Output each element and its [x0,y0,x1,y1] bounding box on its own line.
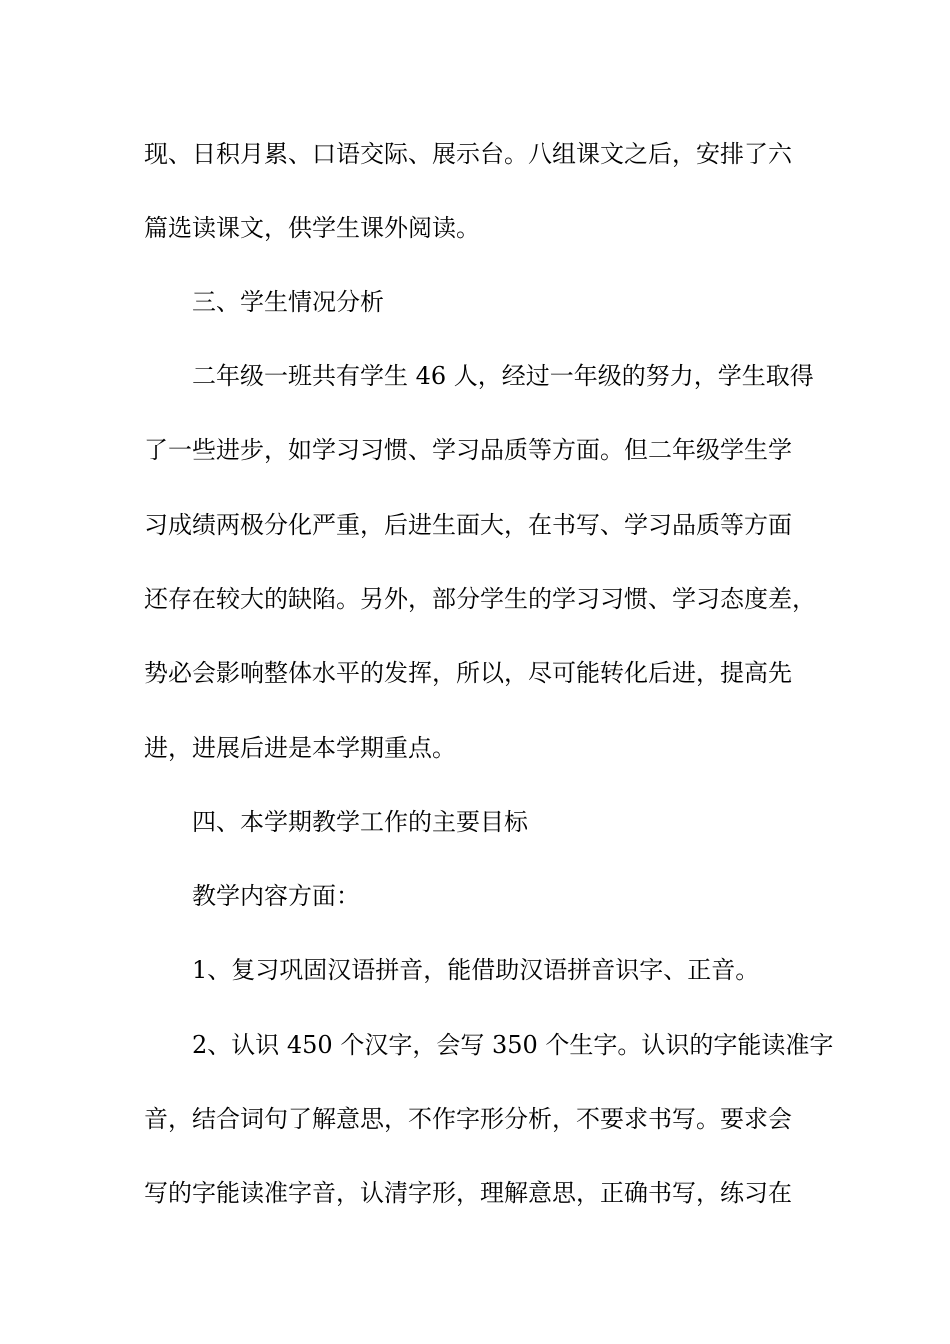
text-line: 进，进展后进是本学期重点。 [144,734,456,762]
text-line: 了一些进步，如学习习惯、学习品质等方面。但二年级学生学 [144,436,792,464]
text-line: 音，结合词句了解意思，不作字形分析，不要求书写。要求会 [144,1105,792,1133]
text-line: 还存在较大的缺陷。另外，部分学生的学习习惯、学习态度差， [144,585,816,613]
subheading: 教学内容方面： [192,882,360,910]
section-heading: 四、本学期教学工作的主要目标 [192,808,528,836]
text-line: 写的字能读准字音，认清字形，理解意思，正确书写，练习在 [144,1179,792,1207]
section-heading: 三、学生情况分析 [192,288,384,316]
text-line: 现、日积月累、口语交际、展示台。八组课文之后，安排了六 [144,140,792,168]
text-line: 习成绩两极分化严重，后进生面大，在书写、学习品质等方面 [144,511,792,539]
text-line: 篇选读课文，供学生课外阅读。 [144,214,480,242]
list-item: 2、认识 450 个汉字，会写 350 个生字。认识的字能读准字 [192,1031,834,1059]
list-item: 1、复习巩固汉语拼音，能借助汉语拼音识字、正音。 [192,956,760,984]
text-line: 势必会影响整体水平的发挥，所以，尽可能转化后进，提高先 [144,659,792,687]
text-line: 二年级一班共有学生 46 人，经过一年级的努力，学生取得 [192,362,814,390]
